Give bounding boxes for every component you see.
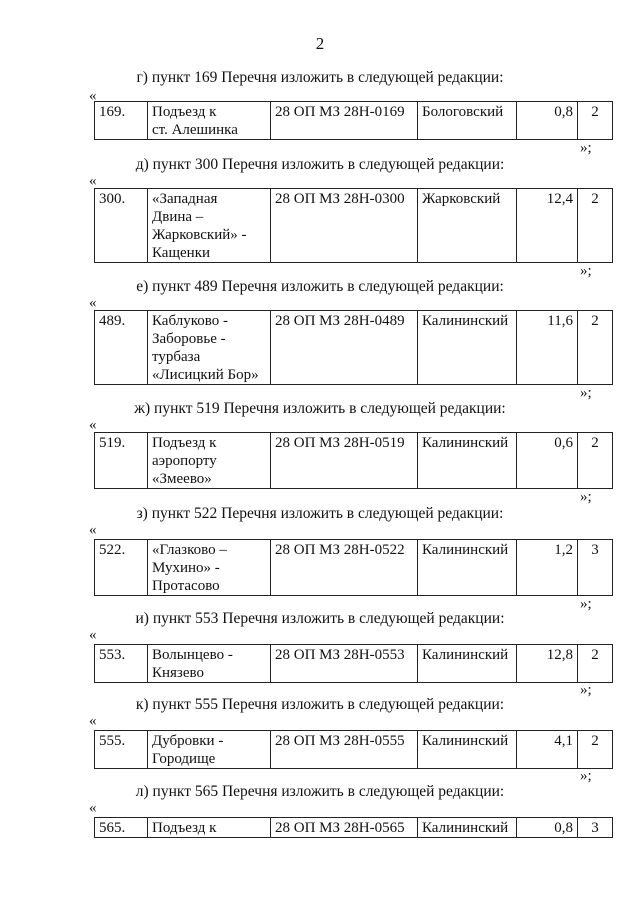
road-name: [148, 311, 271, 385]
table-row: [95, 102, 613, 140]
row-number: 522.: [95, 540, 148, 596]
district-name: Жарковский: [418, 189, 517, 263]
road-name-line: Подъезд к: [152, 820, 217, 836]
road-length: 11,6: [517, 311, 578, 385]
row-number: 565.: [95, 818, 148, 838]
amendment-heading: г) пункт 169 Перечня изложить в следующей редакции:: [136, 69, 504, 86]
road-name: [148, 731, 271, 769]
road-id-code: 28 ОП МЗ 28Н-0489: [271, 311, 418, 385]
road-table: [94, 539, 613, 596]
opening-quote: «: [89, 522, 97, 538]
road-name: [148, 540, 271, 596]
road-name-line: Каблуково -: [152, 313, 228, 329]
road-length: 1,2: [517, 540, 578, 596]
road-length: 0,6: [517, 433, 578, 489]
road-name-line: Князево: [152, 665, 204, 681]
road-id-code: 28 ОП МЗ 28Н-0522: [271, 540, 418, 596]
closing-quote: »;: [580, 596, 592, 612]
road-name-line: «Глазково –: [152, 542, 227, 558]
road-name-line: турбаза: [152, 349, 201, 365]
road-name-line: Заборовье -: [152, 331, 226, 347]
closing-quote: »;: [580, 140, 592, 156]
opening-quote: «: [89, 800, 97, 816]
road-length: 4,1: [517, 731, 578, 769]
row-number: 300.: [95, 189, 148, 263]
row-number: 489.: [95, 311, 148, 385]
row-number: 519.: [95, 433, 148, 489]
closing-quote: »;: [580, 682, 592, 698]
road-category: 2: [578, 731, 613, 769]
road-category: 3: [578, 540, 613, 596]
district-name: Калининский: [418, 540, 517, 596]
closing-quote: »;: [580, 385, 592, 401]
road-length: 12,8: [517, 645, 578, 683]
road-id-code: 28 ОП МЗ 28Н-0565: [271, 818, 418, 838]
road-category: 2: [578, 645, 613, 683]
road-category: 2: [578, 189, 613, 263]
table-row: [95, 645, 613, 683]
road-table: [94, 432, 613, 489]
road-id-code: 28 ОП МЗ 28Н-0519: [271, 433, 418, 489]
closing-quote: »;: [580, 263, 592, 279]
road-name: [148, 102, 271, 140]
opening-quote: «: [89, 627, 97, 643]
district-name: Калининский: [418, 311, 517, 385]
road-name: [148, 189, 271, 263]
opening-quote: «: [89, 173, 97, 189]
road-table: [94, 188, 613, 263]
page-number: 2: [315, 34, 325, 53]
district-name: Калининский: [418, 433, 517, 489]
road-name-line: Дубровки -: [152, 733, 224, 749]
road-id-code: 28 ОП МЗ 28Н-0555: [271, 731, 418, 769]
road-name-line: Двина –: [152, 209, 204, 225]
road-table: [94, 310, 613, 385]
road-name-line: Подъезд к: [152, 104, 217, 120]
road-name: [148, 645, 271, 683]
road-name-line: Волынцево -: [152, 647, 233, 663]
road-table: [94, 101, 613, 140]
road-category: 2: [578, 433, 613, 489]
road-name-line: Кащенки: [152, 245, 211, 261]
road-category: 3: [578, 818, 613, 838]
road-table: [94, 730, 613, 769]
opening-quote: «: [89, 88, 97, 104]
road-name-line: Мухино» -: [152, 560, 220, 576]
road-name-line: ст. Алешинка: [152, 122, 238, 138]
road-name-line: Жарковский» -: [152, 227, 247, 243]
road-category: 2: [578, 311, 613, 385]
table-row: [95, 731, 613, 769]
table-row: [95, 433, 613, 489]
road-name-line: «Западная: [152, 191, 218, 207]
road-category: 2: [578, 102, 613, 140]
table-row: [95, 818, 613, 838]
table-row: [95, 540, 613, 596]
road-name-line: «Лисицкий Бор»: [152, 367, 259, 383]
amendment-heading: з) пункт 522 Перечня изложить в следующей редакции:: [136, 505, 504, 522]
road-table: [94, 644, 613, 683]
road-name-line: Протасово: [152, 578, 220, 594]
closing-quote: »;: [580, 489, 592, 505]
closing-quote: »;: [580, 768, 592, 784]
district-name: Калининский: [418, 731, 517, 769]
district-name: Бологовский: [418, 102, 517, 140]
table-row: [95, 311, 613, 385]
road-name: [148, 433, 271, 489]
district-name: Калининский: [418, 645, 517, 683]
road-id-code: 28 ОП МЗ 28Н-0169: [271, 102, 418, 140]
road-name-line: Подъезд к: [152, 435, 217, 451]
road-id-code: 28 ОП МЗ 28Н-0300: [271, 189, 418, 263]
road-name-line: аэропорту: [152, 453, 217, 469]
amendment-heading: и) пункт 553 Перечня изложить в следующей редакции:: [135, 610, 505, 627]
road-length: 0,8: [517, 818, 578, 838]
road-table: [94, 817, 613, 838]
road-name-line: Городище: [152, 751, 216, 767]
row-number: 553.: [95, 645, 148, 683]
amendment-heading: ж) пункт 519 Перечня изложить в следующей редакции:: [134, 400, 506, 417]
amendment-heading: к) пункт 555 Перечня изложить в следующей редакции:: [135, 696, 505, 713]
road-name-line: «Змеево»: [152, 471, 212, 487]
amendment-heading: л) пункт 565 Перечня изложить в следующей редакции:: [135, 783, 505, 800]
row-number: 169.: [95, 102, 148, 140]
district-name: Калининский: [418, 818, 517, 838]
row-number: 555.: [95, 731, 148, 769]
road-length: 12,4: [517, 189, 578, 263]
amendment-heading: д) пункт 300 Перечня изложить в следующей редакции:: [135, 156, 505, 173]
opening-quote: «: [89, 713, 97, 729]
road-id-code: 28 ОП МЗ 28Н-0553: [271, 645, 418, 683]
opening-quote: «: [89, 417, 97, 433]
table-row: [95, 189, 613, 263]
road-name: [148, 818, 271, 838]
road-length: 0,8: [517, 102, 578, 140]
opening-quote: «: [89, 295, 97, 311]
amendment-heading: е) пункт 489 Перечня изложить в следующей редакции:: [136, 278, 504, 295]
